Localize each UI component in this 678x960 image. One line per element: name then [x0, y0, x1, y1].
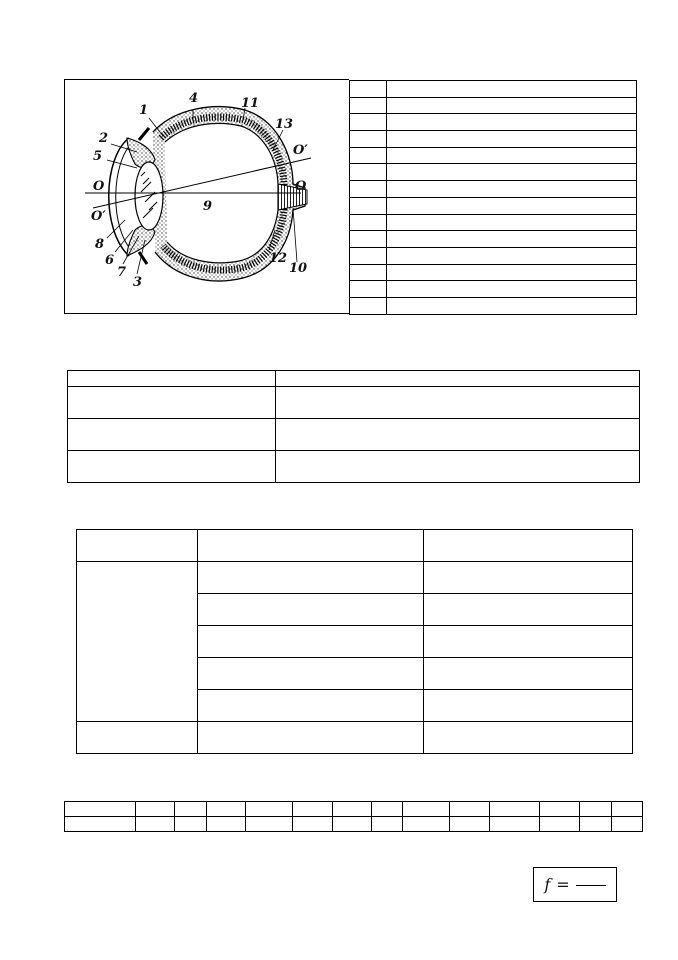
- legend-row: [350, 147, 637, 164]
- legend-row: [350, 281, 637, 298]
- legend-row: [350, 181, 637, 198]
- legend-row: [350, 164, 637, 181]
- table-row: [68, 451, 640, 483]
- label-5: 5: [93, 149, 103, 164]
- label-3: 3: [133, 275, 143, 290]
- legend-row: [350, 114, 637, 131]
- legend-text-cell: [387, 231, 637, 248]
- legend-row: [350, 214, 637, 231]
- legend-text-cell: [387, 147, 637, 164]
- table-row: [77, 530, 633, 562]
- formula-equals: =: [556, 875, 570, 894]
- legend-number-cell: [350, 214, 387, 231]
- label-o-prime-right: O′: [293, 143, 308, 158]
- legend-number-cell: [350, 181, 387, 198]
- legend-text-cell: [387, 81, 637, 98]
- legend-row: [350, 264, 637, 281]
- label-o-right: O: [295, 179, 307, 194]
- table-row: [77, 722, 633, 754]
- label-o-prime-left: O′: [91, 209, 106, 224]
- label-10: 10: [289, 261, 308, 276]
- label-11: 11: [241, 96, 260, 111]
- label-6: 6: [105, 253, 115, 268]
- legend-text-cell: [387, 181, 637, 198]
- label-2: 2: [99, 131, 109, 146]
- legend-row: [350, 131, 637, 148]
- legend-number-cell: [350, 297, 387, 314]
- table-four: [64, 801, 643, 832]
- legend-text-cell: [387, 131, 637, 148]
- legend-text-cell: [387, 197, 637, 214]
- legend-number-cell: [350, 147, 387, 164]
- label-1: 1: [139, 103, 149, 118]
- legend-text-cell: [387, 164, 637, 181]
- legend-text-cell: [387, 264, 637, 281]
- legend-text-cell: [387, 114, 637, 131]
- diagram-legend-table: [349, 80, 637, 315]
- legend-number-cell: [350, 81, 387, 98]
- legend-row: [350, 297, 637, 314]
- table-row: [65, 817, 643, 832]
- legend-text-cell: [387, 214, 637, 231]
- table-row: [65, 802, 643, 817]
- legend-number-cell: [350, 114, 387, 131]
- formula-box: [533, 867, 617, 902]
- table-three: [76, 529, 633, 754]
- legend-number-cell: [350, 197, 387, 214]
- label-o-left: O: [93, 179, 105, 194]
- legend-text-cell: [387, 97, 637, 114]
- legend-number-cell: [350, 247, 387, 264]
- legend-row: [350, 197, 637, 214]
- legend-text-cell: [387, 247, 637, 264]
- table-two: [67, 370, 640, 483]
- legend-number-cell: [350, 264, 387, 281]
- formula-symbol: f: [544, 875, 551, 894]
- table-row: [77, 562, 633, 594]
- legend-row: [350, 97, 637, 114]
- legend-number-cell: [350, 131, 387, 148]
- legend-number-cell: [350, 281, 387, 298]
- eye-diagram-frame: [64, 79, 349, 314]
- legend-text-cell: [387, 281, 637, 298]
- legend-row: [350, 81, 637, 98]
- label-12: 12: [269, 251, 288, 266]
- label-13: 13: [275, 117, 294, 132]
- fraction-bar: [576, 885, 606, 886]
- legend-text-cell: [387, 297, 637, 314]
- label-9: 9: [203, 199, 213, 214]
- table-row: [68, 387, 640, 419]
- legend-row: [350, 231, 637, 248]
- table-row: [68, 419, 640, 451]
- legend-number-cell: [350, 97, 387, 114]
- eye-cross-section-diagram: [65, 80, 350, 315]
- label-4: 4: [189, 91, 199, 106]
- legend-number-cell: [350, 231, 387, 248]
- table-row: [68, 371, 640, 387]
- label-7: 7: [117, 265, 127, 280]
- legend-row: [350, 247, 637, 264]
- label-8: 8: [95, 237, 105, 252]
- legend-number-cell: [350, 164, 387, 181]
